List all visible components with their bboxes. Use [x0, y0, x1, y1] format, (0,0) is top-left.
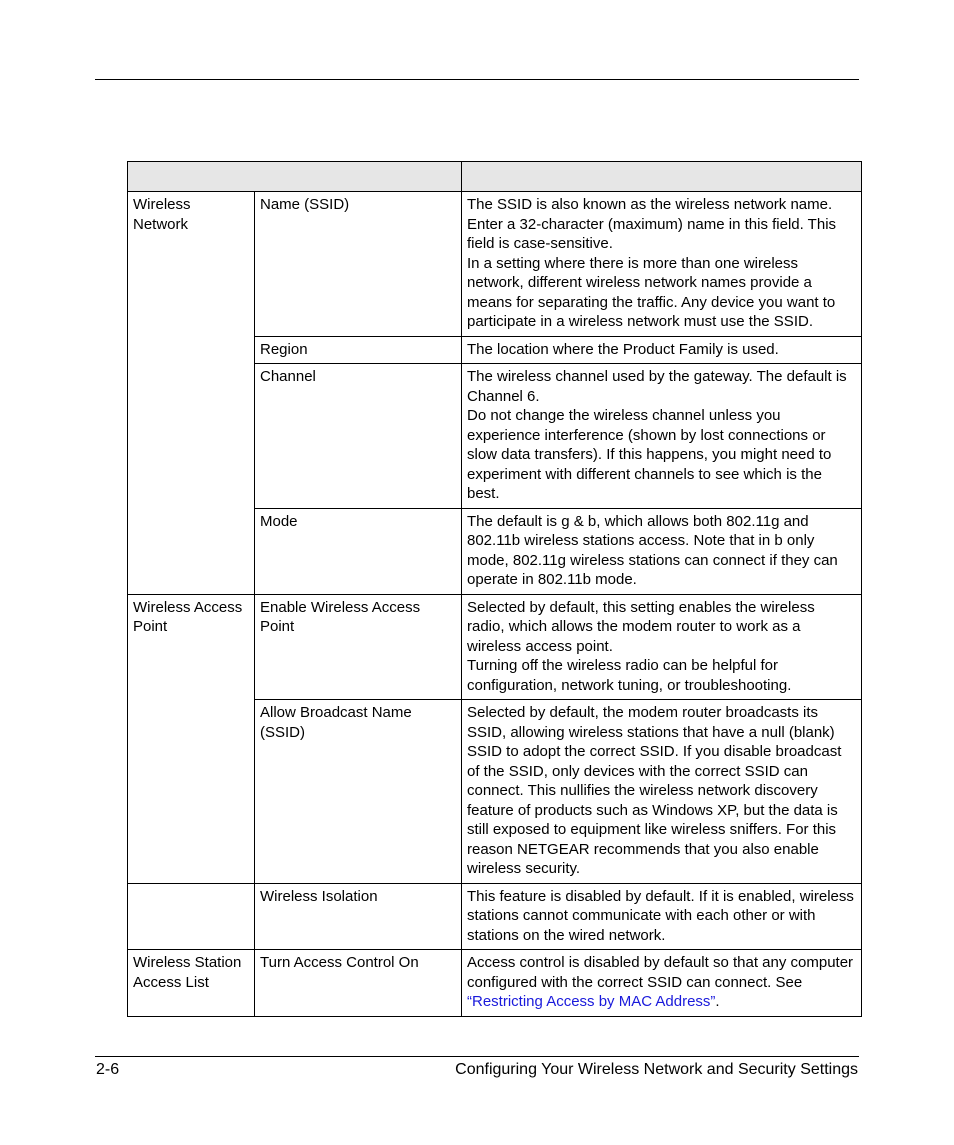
- page-number: 2-6: [96, 1061, 120, 1078]
- description-paragraph: The default is g & b, which allows both 802.11g and 802.11b wireless stations access. Note that in b only mode, 802.11g wireless stations can connect if they can operate in 802.11b mode.: [467, 512, 838, 588]
- description-cell: [462, 508, 862, 594]
- table-row: [128, 192, 862, 337]
- description-cell: [462, 950, 862, 1017]
- description-cell: [462, 700, 862, 884]
- setting-cell: Mode: [255, 508, 462, 594]
- setting-cell: Allow Broadcast Name (SSID): [255, 700, 462, 884]
- group-cell-wireless-station-access-list: Wireless Station Access List: [128, 950, 255, 1017]
- group-cell-wireless-access-point: Wireless Access Point: [128, 594, 255, 883]
- description-paragraph: Selected by default, the modem router broadcasts its SSID, allowing wireless stations that have a null (blank) SSID to adopt the correct SSID. If you disable broadcast of the SSID, only devices with the correct SSID can connect. This nullifies the wireless network discovery feature of products such as Windows XP, but the data is still exposed to equipment like wireless sniffers. For this reason NETGEAR recommends that you also enable wireless security.: [467, 704, 842, 877]
- setting-cell: Name (SSID): [255, 192, 462, 337]
- description-cell: [462, 336, 862, 364]
- description-paragraph: The location where the Product Family is used.: [467, 340, 779, 358]
- group-cell-wireless-network: Wireless Network: [128, 192, 255, 595]
- description-text-end: .: [715, 993, 720, 1010]
- table-header-description: [462, 162, 862, 192]
- setting-cell: Turn Access Control On: [255, 950, 462, 1017]
- setting-cell: Enable Wireless Access Point: [255, 594, 462, 700]
- description-paragraph: The SSID is also known as the wireless network name. Enter a 32-character (maximum) name in this field. This field is case-sensitive.: [467, 196, 837, 252]
- description-cell: [462, 594, 862, 700]
- restricting-access-link[interactable]: “Restricting Access by MAC Address”: [467, 993, 716, 1010]
- table-row: [128, 883, 862, 950]
- table-header-row: [128, 162, 862, 192]
- footer-rule: [95, 1056, 859, 1057]
- chapter-title: Configuring Your Wireless Network and Security Settings: [455, 1061, 858, 1078]
- description-text: Access control is disabled by default so that any computer configured with the correct SSID can connect. See: [467, 954, 854, 991]
- table-row: [128, 950, 862, 1017]
- setting-cell: Region: [255, 336, 462, 364]
- description-paragraph: Turning off the wireless radio can be helpful for configuration, network tuning, or troubleshooting.: [467, 657, 792, 694]
- description-paragraph: The wireless channel used by the gateway. The default is Channel 6.: [467, 368, 847, 405]
- description-cell: [462, 192, 862, 337]
- description-paragraph: In a setting where there is more than one wireless network, different wireless network names provide a means for separating the traffic. Any device you want to participate in a wireless network must use the SSID.: [467, 254, 836, 330]
- table-header-setting: [128, 162, 462, 192]
- description-cell: [462, 364, 862, 509]
- setting-cell: Channel: [255, 364, 462, 509]
- header-rule: [95, 79, 859, 80]
- description-paragraph: Do not change the wireless channel unless you experience interference (shown by lost connections or slow data transfers). If this happens, you might need to experiment with different channels to see which is the best.: [467, 407, 832, 502]
- description-paragraph: Selected by default, this setting enables the wireless radio, which allows the modem router to work as a wireless access point.: [467, 598, 815, 655]
- description-cell: [462, 883, 862, 950]
- wireless-settings-table: [127, 161, 862, 1017]
- description-paragraph: This feature is disabled by default. If it is enabled, wireless stations cannot communicate with each other or with stations on the wired network.: [467, 887, 854, 944]
- group-cell-empty: [128, 883, 255, 950]
- table-row: [128, 594, 862, 700]
- setting-cell: Wireless Isolation: [255, 883, 462, 950]
